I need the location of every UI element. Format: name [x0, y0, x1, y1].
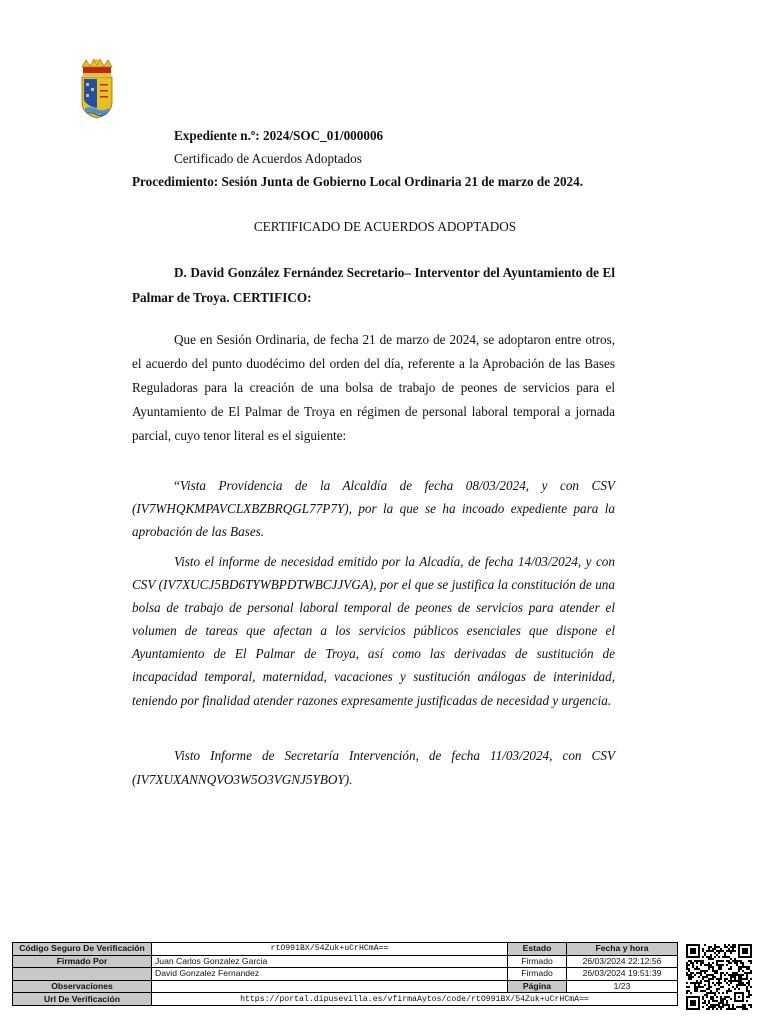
document-subtitle: Certificado de Acuerdos Adoptados: [174, 151, 362, 166]
signer-estado: Firmado: [508, 955, 567, 968]
table-row: [13, 955, 678, 968]
firmado-por-label: Firmado Por: [13, 955, 152, 968]
signer-name: Juan Carlos Gonzalez Garcia: [152, 955, 508, 968]
table-row: [13, 993, 678, 1006]
table-row: [13, 943, 678, 956]
signer-fecha: 26/03/2024 19:51:39: [567, 968, 678, 981]
observaciones-label: Observaciones: [13, 980, 152, 993]
document-title: CERTIFICADO DE ACUERDOS ADOPTADOS: [253, 219, 517, 234]
quote-text-1: Vista Providencia de la Alcaldía de fecha 08/03/2024, y con CSV (IV7WHQKMPAVCLXBZBRQGL77P7Y), por la que se ha incoado expediente para la aprobación de las Bases.: [132, 478, 615, 539]
expediente-number: Expediente n.º: 2024/SOC_01/000006: [174, 128, 384, 143]
observaciones-value: [152, 980, 508, 993]
table-row: [13, 980, 678, 993]
signer-name: David Gonzalez Fernandez: [152, 968, 508, 981]
certifier-paragraph: D. David González Fernández Secretario– Interventor del Ayuntamiento de El Palmar de Troya. CERTIFICO:: [132, 265, 615, 305]
table-row: [13, 968, 678, 981]
csv-value: rtO991BX/54Zuk+uCrHCmA==: [152, 943, 508, 956]
coat-of-arms-logo: [77, 58, 117, 122]
intro-paragraph: Que en Sesión Ordinaria, de fecha 21 de marzo de 2024, se adoptaron entre otros, el acuerdo del punto duodécimo del orden del día, referente a la Aprobación de las Bases Reguladoras para la creación de una bolsa de trabajo de peones de servicios para el Ayuntamiento de El Palmar de Troya en régimen de personal laboral temporal a jornada parcial, cuyo tenor literal es el siguiente:: [132, 332, 615, 443]
procedimiento-line: Procedimiento: Sesión Junta de Gobierno Local Ordinaria 21 de marzo de 2024.: [132, 174, 584, 189]
qr-code-icon[interactable]: [686, 944, 752, 1010]
quote-paragraph-2: Visto el informe de necesidad emitido por la Alcadía, de fecha 14/03/2024, y con CSV (IV7XUCJ5BD6TYWBPDTWBCJJVGA), por el que se justifica la constitución de una bolsa de trabajo de personal laboral temporal de peones de servicios para atender el volumen de tareas que afectan a los servicios públicos esenciales que dispone el Ayuntamiento de El Palmar de Troya, así como las derivadas de sustitución de incapacidad temporal, maternidad, vacaciones y sustitución análogas de interinidad, teniendo por finalidad atender razones expresamente justificadas de necesidad y urgencia.: [132, 554, 615, 708]
csv-label: Código Seguro De Verificación: [13, 943, 152, 956]
estado-header: Estado: [508, 943, 567, 956]
signer-estado: Firmado: [508, 968, 567, 981]
quote-paragraph-3: Visto Informe de Secretaría Intervención, de fecha 11/03/2024, con CSV (IV7XUXANNQVO3W5O3VGNJ5YBOY).: [132, 748, 615, 787]
firmado-por-label-blank: [13, 968, 152, 981]
signature-verification-table: [12, 942, 678, 1006]
fecha-header: Fecha y hora: [567, 943, 678, 956]
verification-url-link[interactable]: https://portal.dipusevilla.es/vfirmaAytos/code/rtO991BX/54Zuk+uCrHCmA==: [152, 993, 678, 1006]
signer-fecha: 26/03/2024 22:12:56: [567, 955, 678, 968]
url-label: Url De Verificación: [13, 993, 152, 1006]
pagina-value: 1/23: [567, 980, 678, 993]
opening-quote-mark: “: [174, 478, 180, 493]
quote-paragraph-1: [132, 474, 615, 543]
pagina-label: Página: [508, 980, 567, 993]
